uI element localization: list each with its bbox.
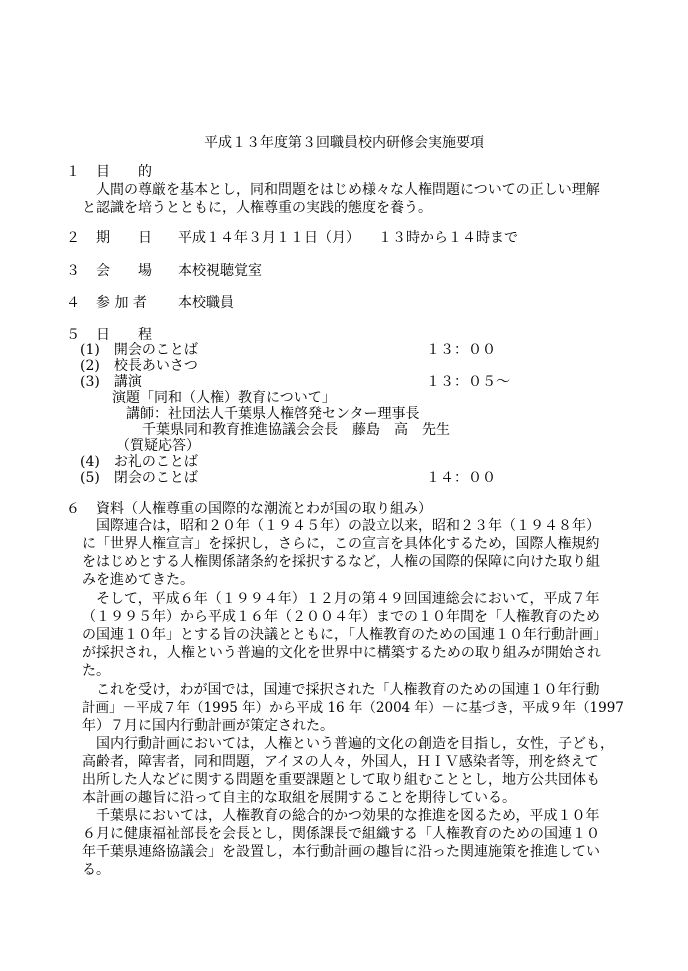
section-6-line-17: 千葉県においては，人権教育の総合的かつ効果的な推進を図るため，平成１０年 xyxy=(96,808,600,824)
section-4-value: 本校職員 xyxy=(178,295,234,311)
section-6-line-11: 計画」－平成７年（1995 年）から平成 16 年（2004 年）－に基づき，平成９年（1997 xyxy=(82,700,624,716)
section-4-number: ４ xyxy=(66,295,80,311)
section-6-line-16: 本計画の趣旨に沿って自主的な取組を展開することを期待している。 xyxy=(82,790,516,806)
document-title: 平成１３年度第３回職員校内研修会実施要項 xyxy=(204,135,484,151)
section-1-line-2: と認識を培うとともに，人権尊重の実践的態度を養う。 xyxy=(82,200,432,216)
lecturer-line-2: 千葉県同和教育推進協議会会長 藤島 高 先生 xyxy=(142,422,450,438)
section-6-line-6: （１９９５年）から平成１６年（２００４年）までの１０年間を「人権教育のため xyxy=(82,609,600,625)
schedule-item-2-label: (2) 校長あいさつ xyxy=(80,358,198,374)
schedule-item-3-label: (3) 講演 xyxy=(80,374,142,390)
section-6-line-15: 出所した人などに関する問題を重要課題として取り組むこととし，地方公共団体も xyxy=(82,772,600,788)
section-6-line-18: ６月に健康福祉部長を会長とし，関係課長で組織する「人権教育のための国連１０ xyxy=(82,826,600,842)
section-6-line-3: をはじめとする人権関係諸条約を採択するなど，人権の国際的保障に向けた取り組 xyxy=(82,554,600,570)
schedule-item-1-time: １３：００ xyxy=(426,342,496,358)
section-6-line-1: 国際連合は，昭和２０年（１９４５年）の設立以来，昭和２３年（１９４８年） xyxy=(96,518,600,534)
schedule-item-5-time: １４：００ xyxy=(426,470,496,486)
section-6-line-4: みを進めてきた。 xyxy=(82,572,194,588)
section-6-line-20: る。 xyxy=(82,862,110,878)
schedule-item-4-label: (4) お礼のことば xyxy=(80,454,198,470)
section-6-line-10: これを受け，わが国では，国連で採択された「人権教育のための国連１０年行動 xyxy=(96,682,600,698)
section-1-heading: 目 的 xyxy=(96,164,152,180)
section-6-line-14: 高齢者，障害者，同和問題，アイヌの人々，外国人，ＨＩＶ感染者等，刑を終えて xyxy=(82,754,599,770)
section-1-number: １ xyxy=(66,164,80,180)
schedule-item-1-label: (1) 開会のことば xyxy=(80,342,198,358)
section-3-number: ３ xyxy=(66,263,80,279)
section-2-number: ２ xyxy=(66,230,80,246)
section-6-number: ６ xyxy=(66,501,80,517)
section-6-line-9: た。 xyxy=(82,663,110,679)
section-2-time: １３時から１４時まで xyxy=(378,230,518,246)
section-2-heading: 期 日 xyxy=(96,230,152,246)
section-6-line-5: そして，平成６年（１９９４年）１２月の第４９回国連総会において，平成７年 xyxy=(96,591,600,607)
section-3-value: 本校視聴覚室 xyxy=(178,263,262,279)
section-6-heading: 資料（人権尊重の国際的な潮流とわが国の取り組み） xyxy=(96,501,432,517)
section-6-line-2: に「世界人権宣言」を採択し，さらに，この宣言を具体化するため，国際人権規約 xyxy=(82,536,600,552)
section-1-line-1: 人間の尊厳を基本とし，同和問題をはじめ様々な人権問題についての正しい理解 xyxy=(96,182,600,198)
schedule-item-3-time: １３：０５～ xyxy=(426,374,510,390)
section-5-number: ５ xyxy=(66,327,80,343)
section-5-heading: 日 程 xyxy=(96,327,152,343)
section-6-line-8: が採択され，人権という普遍的文化を世界中に構築するための取り組みが開始され xyxy=(82,645,601,661)
section-3-heading: 会 場 xyxy=(96,263,152,279)
section-6-line-7: の国連１０年」とする旨の決議とともに，「人権教育のための国連１０年行動計画」 xyxy=(82,627,607,643)
schedule-item-5-label: (5) 閉会のことば xyxy=(80,470,198,486)
lecturer-line-1: 講師：社団法人千葉県人権啓発センター理事長 xyxy=(126,406,420,422)
section-2-date: 平成１４年３月１１日（月） xyxy=(178,230,360,246)
section-6-line-19: 年千葉県連絡協議会」を設置し，本行動計画の趣旨に沿った関連施策を推進してい xyxy=(82,844,600,860)
section-4-heading: 参 加 者 xyxy=(96,295,147,311)
lecture-title: 演題「同和（人権）教育について」 xyxy=(112,390,336,406)
section-6-line-13: 国内行動計画においては，人権という普遍的文化の創造を目指し，女性，子ども， xyxy=(96,736,614,752)
section-6-line-12: 年）７月に国内行動計画が策定された。 xyxy=(82,718,334,734)
qa-session: （質疑応答） xyxy=(116,438,200,454)
